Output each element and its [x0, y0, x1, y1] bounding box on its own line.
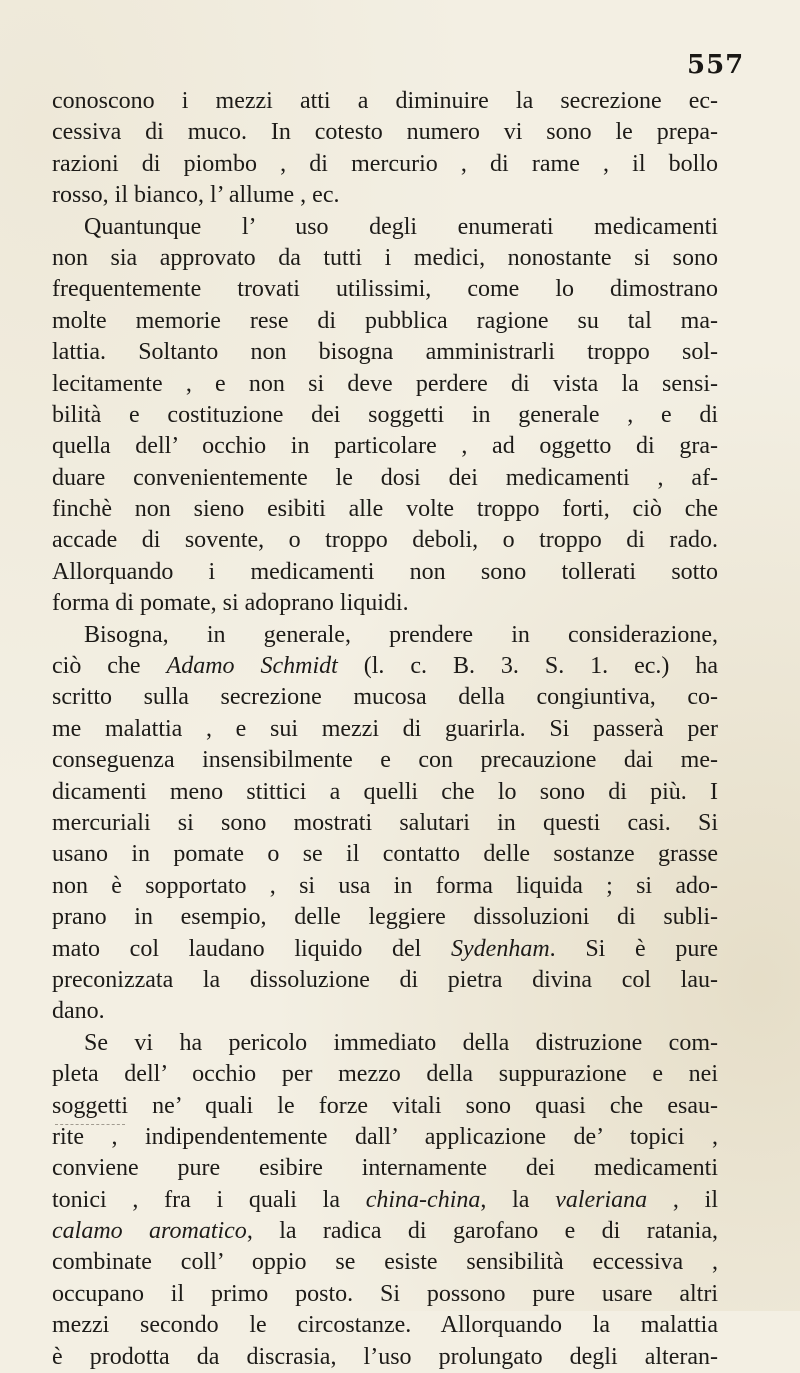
text-segment: me malattia , e sui mezzi di guarirla. Si passerà per [52, 715, 718, 742]
text-segment: Quantunque l’ uso degli enumerati medicamenti [84, 213, 718, 240]
text-line [52, 212, 718, 243]
text-segment: frequentemente trovati utilissimi, come lo dimostrano [52, 276, 718, 303]
text-line [52, 1185, 718, 1216]
text-line [52, 839, 718, 870]
text-line [52, 1122, 718, 1153]
text-line [52, 808, 718, 839]
text-line [52, 714, 718, 745]
text-segment: tonici , fra i quali la [52, 1186, 366, 1213]
text-line [52, 682, 718, 713]
text-line [52, 274, 718, 305]
text-segment: Bisogna, in generale, prendere in considerazione, [84, 621, 718, 648]
text-segment: scritto sulla secrezione mucosa della congiuntiva, co- [52, 684, 718, 711]
text-segment: finchè non sieno esibiti alle volte troppo forti, ciò che [52, 496, 718, 523]
text-segment: usano in pomate o se il contatto delle sostanze grasse [52, 841, 718, 868]
text-line [52, 1028, 718, 1059]
text-segment: preconizzata la dissoluzione di pietra divina col lau- [52, 966, 718, 993]
italic-text: calamo aromatico [52, 1218, 247, 1245]
body-text [52, 86, 718, 1373]
text-segment: combinate coll’ oppio se esiste sensibilità eccessiva , [52, 1249, 718, 1276]
text-line [52, 1216, 718, 1247]
text-line [52, 1279, 718, 1310]
text-segment: non sia approvato da tutti i medici, nonostante si sono [52, 244, 718, 271]
text-line [52, 745, 718, 776]
text-line [52, 871, 718, 902]
text-line [52, 1059, 718, 1090]
text-segment: soggetti ne’ quali le forze vitali sono quasi che esau- [52, 1092, 718, 1119]
text-segment: conseguenza insensibilmente e con precauzione dai me- [52, 747, 718, 774]
text-segment: mato col laudano liquido del [52, 935, 452, 962]
text-line [52, 1342, 718, 1373]
text-segment: duare convenientemente le dosi dei medicamenti , af- [52, 464, 718, 491]
italic-text: Sydenham [451, 935, 550, 962]
text-line [52, 620, 718, 651]
text-segment: Se vi ha pericolo immediato della distruzione com- [84, 1029, 718, 1056]
text-line [52, 431, 718, 462]
text-line [52, 934, 718, 965]
text-segment: mezzi secondo le circostanze. Allorquando la malattia [52, 1312, 718, 1339]
text-segment: lecitamente , e non si deve perdere di vista la sensi- [52, 370, 718, 397]
text-segment: non è sopportato , si usa in forma liquida ; si ado- [52, 872, 718, 899]
italic-text: valeriana [555, 1186, 648, 1213]
text-line [52, 1247, 718, 1278]
text-segment: cessiva di muco. In cotesto numero vi sono le prepa- [52, 119, 718, 146]
text-line [52, 1091, 718, 1122]
text-segment: quella dell’ occhio in particolare , ad oggetto di gra- [52, 433, 718, 460]
text-segment: . Si è pure [549, 935, 718, 962]
text-segment: rosso, il bianco, l’ allume , ec. [52, 182, 340, 209]
text-line [52, 306, 718, 337]
text-segment: forma di pomate, si adoprano liquidi. [52, 590, 409, 617]
text-segment: è prodotta da discrasia, l’uso prolungato degli alteran- [52, 1343, 718, 1370]
text-line [52, 243, 718, 274]
text-segment: rite , indipendentemente dall’ applicazione de’ topici , [52, 1123, 718, 1150]
text-segment: dicamenti meno stittici a quelli che lo sono di più. I [52, 778, 718, 805]
text-line [52, 1153, 718, 1184]
text-line [52, 180, 718, 211]
text-line [52, 557, 718, 588]
text-line [52, 588, 718, 619]
text-segment: prano in esempio, delle leggiere dissoluzioni di subli- [52, 904, 718, 931]
italic-text: china-china [365, 1186, 481, 1213]
text-segment: occupano il primo posto. Si possono pure usare altri [52, 1280, 718, 1307]
text-line [52, 965, 718, 996]
text-segment: accade di sovente, o troppo deboli, o troppo di rado. [52, 527, 718, 554]
text-segment: conoscono i mezzi atti a diminuire la secrezione ec- [52, 88, 718, 114]
text-segment: pleta dell’ occhio per mezzo della suppurazione e nei [52, 1061, 718, 1088]
text-line [52, 902, 718, 933]
text-line [52, 494, 718, 525]
text-line [52, 369, 718, 400]
text-segment: , il [647, 1186, 718, 1213]
text-line [52, 149, 718, 180]
text-line [52, 86, 718, 117]
text-segment: (l. c. B. 3. S. 1. ec.) ha [337, 653, 718, 680]
text-segment: bilità e costituzione dei soggetti in generale , e di [52, 401, 718, 428]
text-line [52, 651, 718, 682]
page-number: 557 [687, 50, 745, 80]
text-segment: , la [480, 1186, 556, 1213]
text-segment: razioni di piombo , di mercurio , di rame , il bollo [52, 150, 718, 177]
text-segment: ciò che [52, 653, 167, 680]
text-line [52, 1310, 718, 1341]
text-line [52, 463, 718, 494]
text-segment: , la radica di garofano e di ratania, [246, 1218, 718, 1245]
text-segment: conviene pure esibire internamente dei medicamenti [52, 1155, 718, 1182]
text-line [52, 337, 718, 368]
text-line [52, 400, 718, 431]
footer-rule [55, 1124, 125, 1128]
text-line [52, 777, 718, 808]
text-line [52, 996, 718, 1027]
text-segment: lattia. Soltanto non bisogna amministrarli troppo sol- [52, 339, 718, 366]
text-segment: molte memorie rese di pubblica ragione su tal ma- [52, 307, 718, 334]
text-segment: dano. [52, 998, 105, 1025]
text-line [52, 117, 718, 148]
italic-text: Adamo Schmidt [166, 653, 338, 680]
text-line [52, 525, 718, 556]
text-segment: mercuriali si sono mostrati salutari in questi casi. Si [52, 809, 718, 836]
text-segment: Allorquando i medicamenti non sono tollerati sotto [52, 558, 718, 585]
